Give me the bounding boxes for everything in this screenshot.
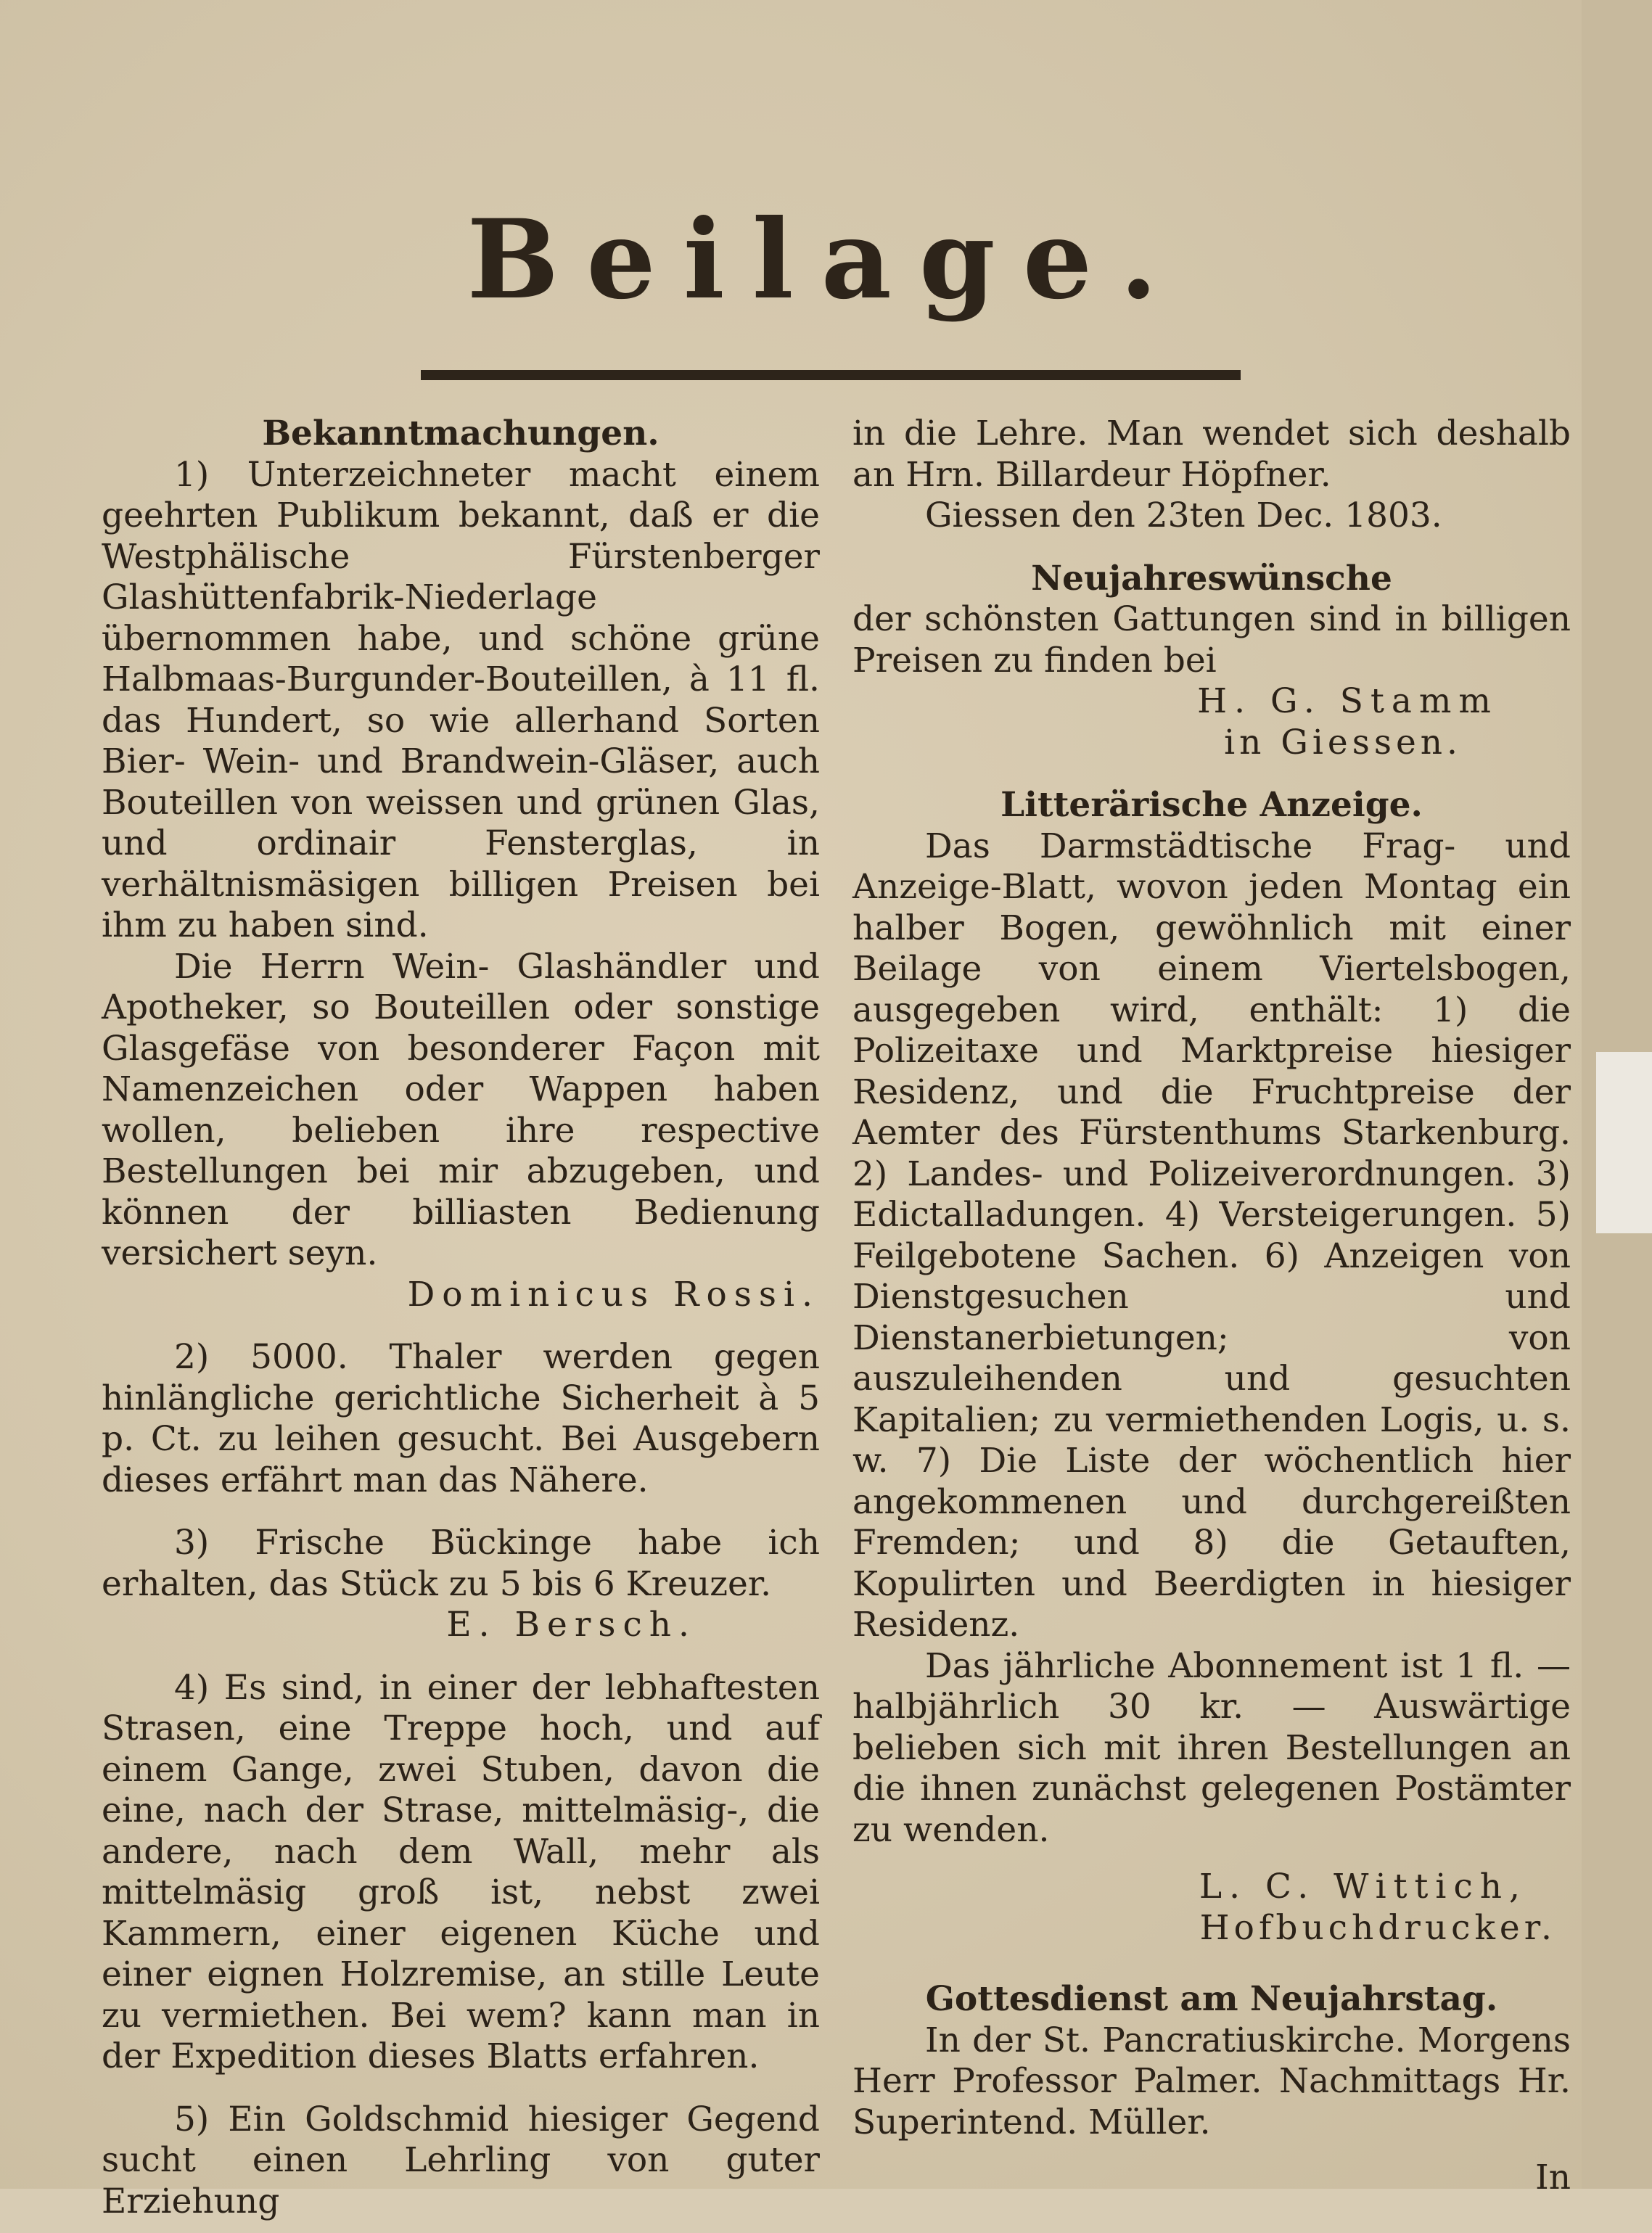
subscription-text: Das jährliche Abonnement ist 1 fl. — halbjährlich 30 kr. — Auswärtige belieben sich mit ihren Bestellungen an die ihnen zunächst gelegenen Postämter zu wenden. — [852, 1645, 1571, 1850]
notice-2-text: 2) 5000. Thaler werden gegen hinlängliche gerichtliche Sicherheit à 5 p. Ct. zu leihen gesucht. Bei Ausgebern dieses erfährt man das Nähere. — [102, 1337, 820, 1500]
signature-wittich-title: Hofbuchdrucker. — [1199, 1907, 1556, 1948]
notice-1-continuation: Die Herrn Wein- Glashändler und Apotheker, so Bouteillen oder sonstige Glasgefäse von besonderer Façon mit Namenzeichen oder Wappen haben wollen, belieben ihre respective Bestellungen bei mir abzugeben, und können der billiasten Bedienung versichert seyn. — [102, 946, 820, 1273]
notice-4-text: 4) Es sind, in einer der lebhaftesten Strasen, eine Treppe hoch, und auf einem Gange, zwei Stuben, davon die eine, nach der Strase, mittelmäsig-, die andere, nach dem Wall, mehr als mittelmäsig groß ist, nebst zwei Kammern, einer eigenen Küche und einer eignen Holzremise, an stille Leute zu vermiethen. Bei wem? kann man in der Expedition dieses Blatts erfahren. — [102, 1667, 820, 2076]
section-heading-new-year-wishes: Neujahreswünsche — [1031, 558, 1392, 599]
signature-stamm: H. G. Stamm — [1197, 681, 1498, 721]
section-heading-church-service: Gottesdienst am Neujahrstag. — [925, 1979, 1498, 2019]
page-title: Beilage. — [467, 196, 1185, 324]
left-column — [102, 414, 820, 2222]
signature-wittich: L. C. Wittich, — [1199, 1867, 1527, 1907]
signature-stamm-place: in Giessen. — [1224, 722, 1462, 762]
notice-5-date: Giessen den 23ten Dec. 1803. — [925, 495, 1442, 535]
literary-notice-text: Das Darmstädtische Frag- und Anzeige-Blatt, wovon jeden Montag ein halber Bogen, gewöhnlich mit einer Beilage von einem Viertelsbogen, ausgegeben wird, enthält: 1) die Polizeitaxe und Marktpreise hiesiger Residenz, und die Fruchtpreise der Aemter des Fürstenthums Starkenburg. 2) Landes- und Polizeiverordnungen. 3) Edictalladungen. 4) Versteigerungen. 5) Feilgebotene Sachen. 6) Anzeigen von Dienstgesuchen und Dienstanerbietungen; von auszuleihenden und gesuchten Kapitalien; zu vermiethenden Logis, u. s. w. 7) Die Liste der wöchentlich hier angekommenen und durchgereißten Fremden; und 8) die Getauften, Kopulirten und Beerdigten in hiesiger Residenz. — [852, 826, 1571, 1645]
notice-3-text: 3) Frische Bückinge habe ich erhalten, das Stück zu 5 bis 6 Kreuzer. — [102, 1523, 820, 1604]
signature-rossi: Dominicus Rossi. — [407, 1274, 820, 1315]
new-year-wishes-text: der schönsten Gattungen sind in billigen Preisen zu finden bei — [852, 599, 1571, 680]
section-heading-literary-notice: Litterärische Anzeige. — [1000, 785, 1423, 825]
church-service-text: In der St. Pancratiuskirche. Morgens Herr Professor Palmer. Nachmittags Hr. Superintend. Müller. — [852, 2020, 1571, 2142]
right-column — [852, 414, 1571, 2233]
catchword: In — [1535, 2158, 1571, 2197]
title-rule — [421, 370, 1241, 380]
notice-1-text: 1) Unterzeichneter macht einem geehrten Publikum bekannt, daß er die Westphälische Fürstenberger Glashüttenfabrik-Niederlage übernommen habe, und schöne grüne Halbmaas-Burgunder-Bouteillen, à 11 fl. das Hundert, so wie allerhand Sorten Bier- Wein- und Brandwein-Gläser, auch Bouteillen von weissen und grünen Glas, und ordinair Fensterglas, in verhältnismäsigen billigen Preisen bei ihm zu haben sind. — [102, 454, 820, 945]
paper-tab — [1596, 1052, 1652, 1233]
signature-bersch: E. Bersch. — [446, 1605, 696, 1645]
section-heading-announcements: Bekanntmachungen. — [262, 414, 659, 453]
notice-5-continuation: in die Lehre. Man wendet sich deshalb an Hrn. Billardeur Höpfner. — [852, 414, 1571, 495]
notice-5-text: 5) Ein Goldschmid hiesiger Gegend sucht einen Lehrling von guter Erziehung — [102, 2099, 820, 2221]
